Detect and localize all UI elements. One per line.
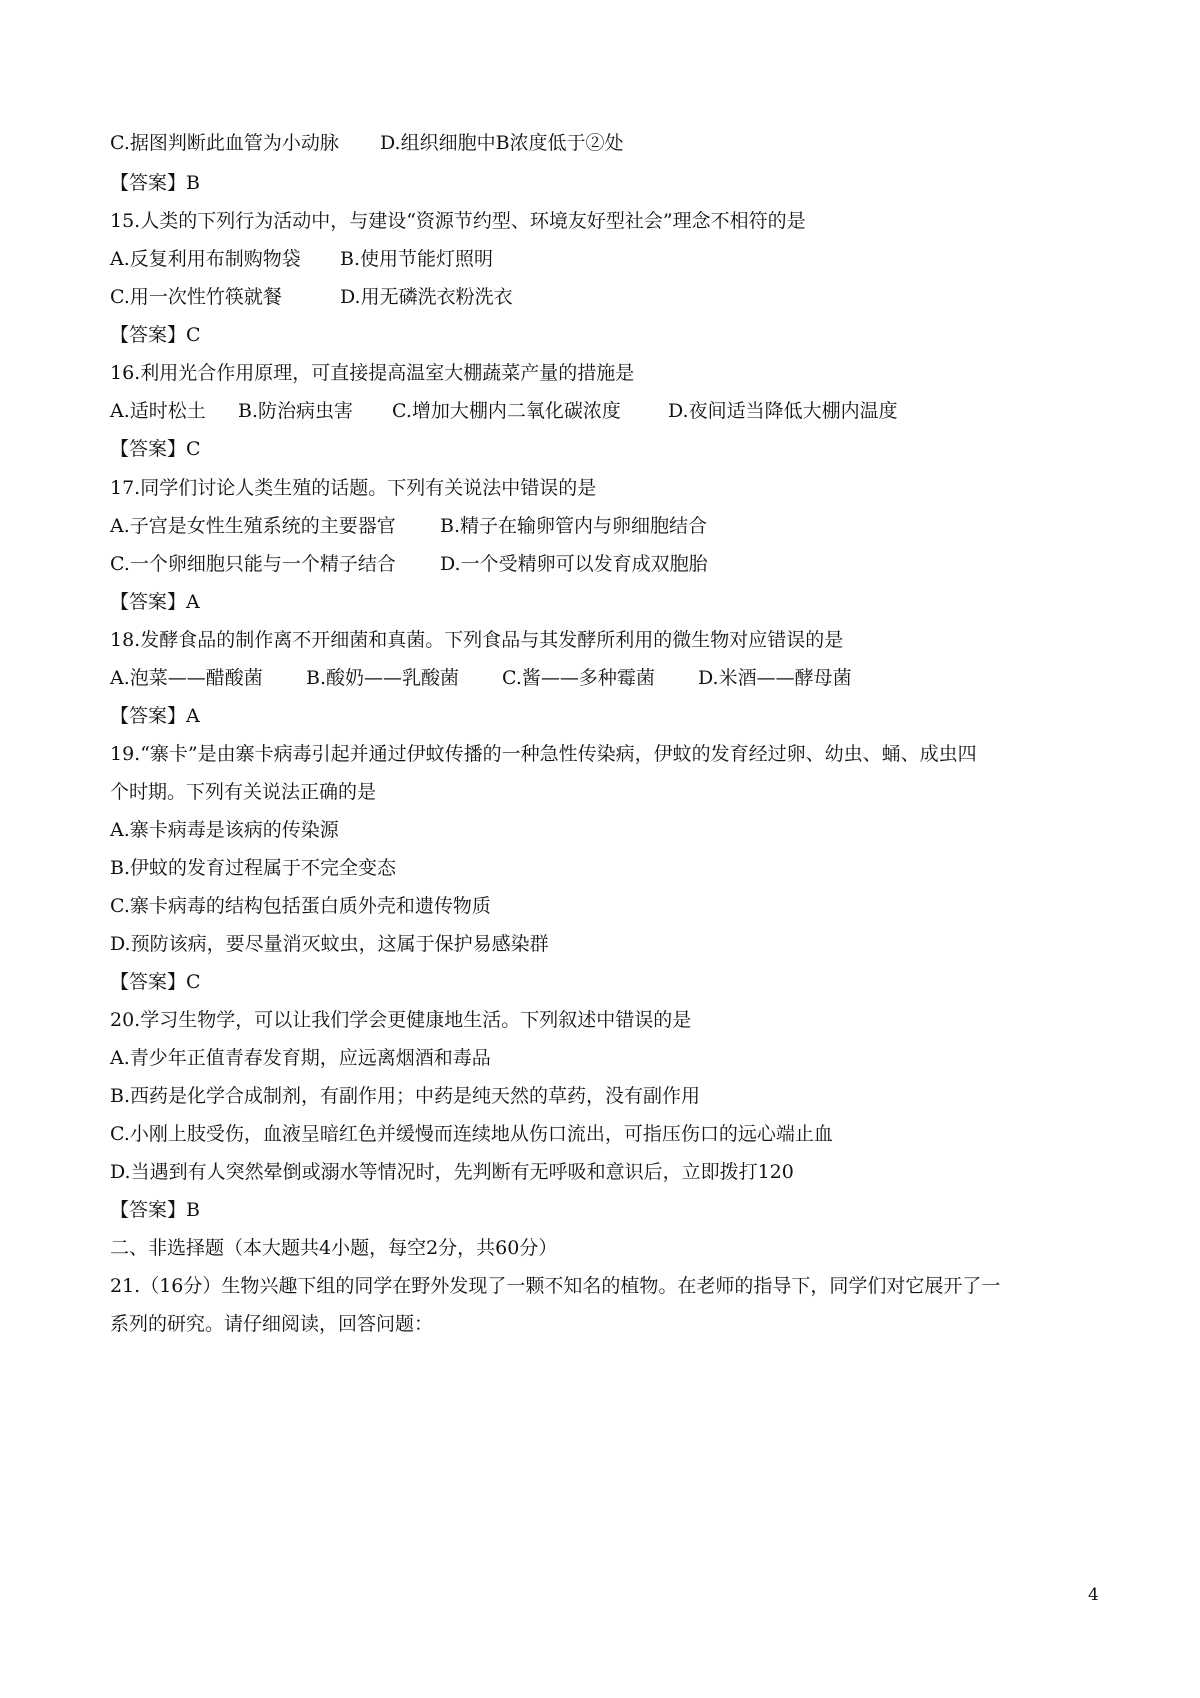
q18-option-b: B.酸奶——乳酸菌 [306,667,460,689]
page-number: 4 [1088,1585,1099,1605]
q15-option-d: D.用无磷洗衣粉洗衣 [340,286,513,308]
q17-options-cd-row [110,551,1090,577]
q19-option-c: C.寨卡病毒的结构包括蛋白质外壳和遗传物质 [110,895,491,917]
q16-option-a: A.适时松土 [110,400,206,422]
q19-option-b: B.伊蚊的发育过程属于不完全变态 [110,857,397,879]
q21-stem-line1: 21.（16分）生物兴趣下组的同学在野外发现了一颗不知名的植物。在老师的指导下，同学们对它展开了一 [110,1275,1001,1297]
q14-option-d: D.组织细胞中B浓度低于②处 [380,132,624,154]
q15-answer: 【答案】C [110,324,201,346]
q18-stem: 18.发酵食品的制作离不开细菌和真菌。下列食品与其发酵所利用的微生物对应错误的是 [110,629,844,651]
q17-stem: 17.同学们讨论人类生殖的话题。下列有关说法中错误的是 [110,477,597,499]
q19-option-a: A.寨卡病毒是该病的传染源 [110,819,339,841]
q17-option-d: D.一个受精卵可以发育成双胞胎 [440,553,708,575]
q17-option-a: A.子宫是女性生殖系统的主要器官 [110,515,396,537]
q20-option-b: B.西药是化学合成制剂，有副作用；中药是纯天然的草药，没有副作用 [110,1085,701,1107]
q19-stem-line1: 19.“寨卡”是由寨卡病毒引起并通过伊蚊传播的一种急性传染病，伊蚊的发育经过卵、幼虫、蛹、成虫四 [110,743,977,765]
q18-option-d: D.米酒——酵母菌 [698,667,852,689]
q17-option-c: C.一个卵细胞只能与一个精子结合 [110,553,396,575]
q15-option-a: A.反复利用布制购物袋 [110,248,301,270]
q16-options-row [110,398,1090,424]
q17-options-ab-row [110,513,1090,539]
q15-options-ab-row [110,246,1090,272]
q18-options-row [110,665,1090,691]
q15-option-c: C.用一次性竹筷就餐 [110,286,282,308]
q16-option-b: B.防治病虫害 [238,400,354,422]
q20-stem: 20.学习生物学，可以让我们学会更健康地生活。下列叙述中错误的是 [110,1009,692,1031]
q20-option-c: C.小刚上肢受伤，血液呈暗红色并缓慢而连续地从伤口流出，可指压伤口的远心端止血 [110,1123,833,1145]
q17-option-b: B.精子在输卵管内与卵细胞结合 [440,515,708,537]
q19-stem-line2: 个时期。下列有关说法正确的是 [110,781,377,803]
section-heading: 二、非选择题（本大题共4小题，每空2分，共60分） [110,1237,558,1259]
q14-answer: 【答案】B [110,172,200,194]
q20-option-a: A.青少年正值青春发育期，应远离烟酒和毒品 [110,1047,491,1069]
q14-options-cd-row [110,130,1090,156]
q16-stem: 16.利用光合作用原理，可直接提高温室大棚蔬菜产量的措施是 [110,362,635,384]
q16-option-d: D.夜间适当降低大棚内温度 [668,400,898,422]
q17-answer: 【答案】A [110,591,200,613]
q15-option-b: B.使用节能灯照明 [340,248,494,270]
q20-option-d: D.当遇到有人突然晕倒或溺水等情况时，先判断有无呼吸和意识后，立即拨打120 [110,1161,794,1183]
q21-stem-line2: 系列的研究。请仔细阅读，回答问题： [110,1313,434,1335]
q15-stem: 15.人类的下列行为活动中，与建设“资源节约型、环境友好型社会”理念不相符的是 [110,210,806,232]
q15-options-cd-row [110,284,1090,310]
q18-answer: 【答案】A [110,705,200,727]
q14-option-c: C.据图判断此血管为小动脉 [110,132,339,154]
q16-answer: 【答案】C [110,438,201,460]
q19-option-d: D.预防该病，要尽量消灭蚊虫，这属于保护易感染群 [110,933,549,955]
q18-option-c: C.酱——多种霉菌 [502,667,655,689]
q16-option-c: C.增加大棚内二氧化碳浓度 [392,400,621,422]
q20-answer: 【答案】B [110,1199,200,1221]
q18-option-a: A.泡菜——醋酸菌 [110,667,263,689]
q19-answer: 【答案】C [110,971,201,993]
